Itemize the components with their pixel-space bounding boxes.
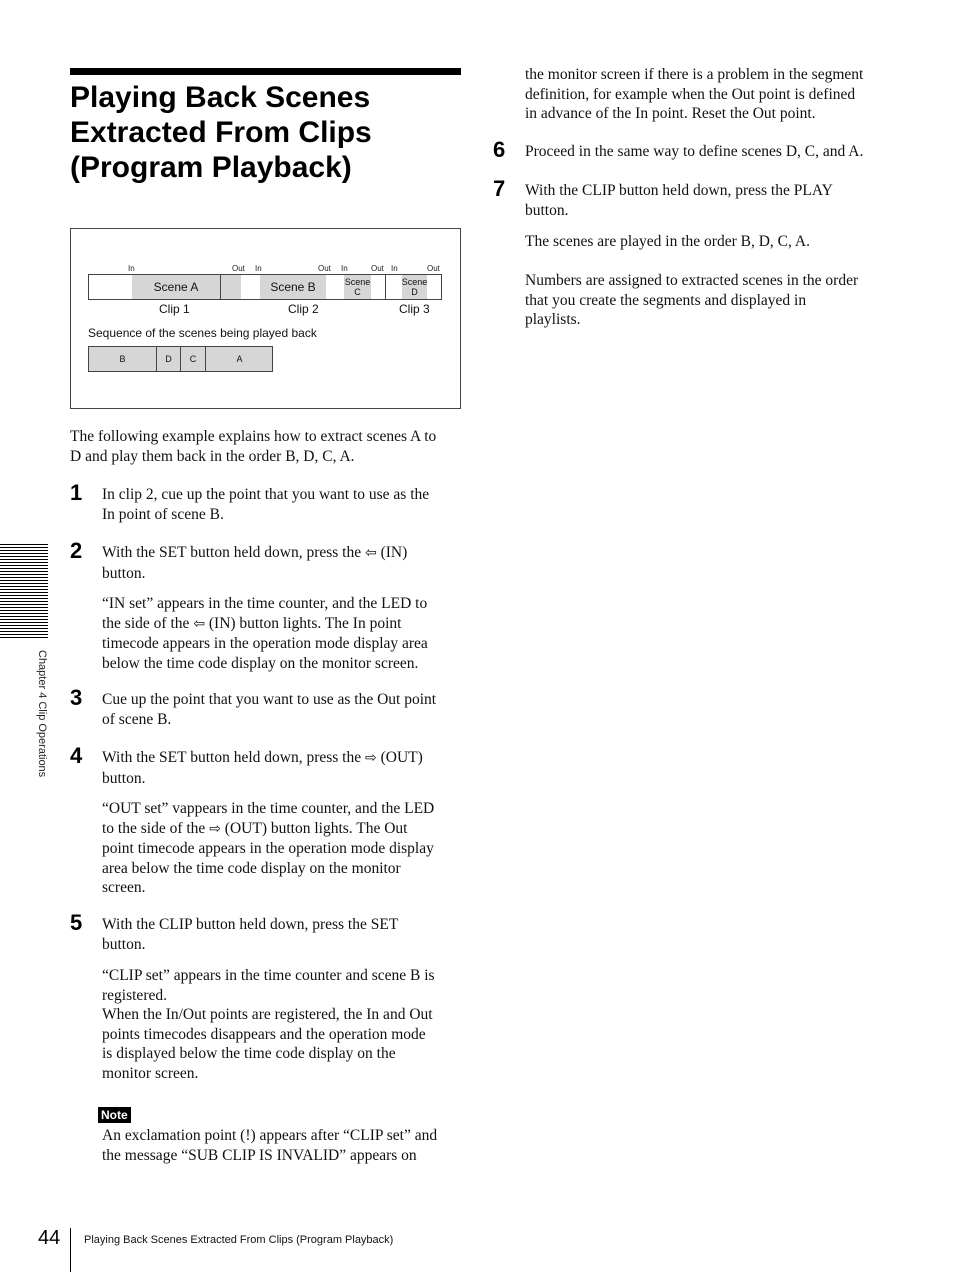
note-line: in advance of the In point. Reset the Out point. xyxy=(525,105,816,122)
detail-line: Numbers are assigned to extracted scenes in the order xyxy=(525,272,859,289)
detail-line: screen. xyxy=(102,879,146,896)
step-7-number: 7 xyxy=(493,176,506,201)
step-line: button. xyxy=(102,564,146,582)
step-7-detail xyxy=(525,232,810,252)
note-line: definition, for example when the Out point is defined xyxy=(525,85,856,103)
page-title xyxy=(70,80,470,185)
step-4-number: 4 xyxy=(70,743,83,768)
clip-2-label: Clip 2 xyxy=(288,302,319,316)
step-3-number: 3 xyxy=(70,685,83,710)
step-line: of scene B. xyxy=(102,710,172,728)
step-line: With the SET button held down, press the xyxy=(102,749,362,766)
detail-line: below the time code display on the monitor screen. xyxy=(102,654,419,672)
left-hollow-arrow-icon: ⇦ xyxy=(365,545,377,561)
scene-c-label-1: Scene xyxy=(344,277,371,287)
step-line: (OUT) xyxy=(380,749,423,766)
detail-line: timecode appears in the operation mode display area xyxy=(102,635,428,652)
page-number: 44 xyxy=(38,1227,61,1249)
step-1-number: 1 xyxy=(70,480,83,505)
detail-line: monitor screen. xyxy=(102,1064,199,1082)
detail-line: The scenes are played in the order B, D, C, A. xyxy=(525,233,810,250)
marker-in-1: In xyxy=(128,264,135,273)
step-5-detail xyxy=(102,966,435,1083)
scene-a-block xyxy=(132,275,220,299)
clip-gap-block xyxy=(221,275,241,299)
title-line-3: (Program Playback) xyxy=(70,151,352,184)
step-2-text xyxy=(102,543,407,583)
note-badge: Note xyxy=(98,1107,131,1123)
detail-line: area below the time code display on the monitor xyxy=(102,859,401,877)
marker-in-2: In xyxy=(255,264,262,273)
step-line: With the CLIP button held down, press the PLAY xyxy=(525,182,833,199)
left-hollow-arrow-icon: ⇦ xyxy=(193,615,205,632)
sequence-cell-label: A xyxy=(236,354,243,364)
intro-line: D and play them back in the order B, D, C, A. xyxy=(70,447,355,465)
scene-b-block xyxy=(260,275,326,299)
title-line-2: Extracted From Clips xyxy=(70,116,372,149)
sequence-cell-b xyxy=(89,347,156,371)
note-text xyxy=(102,1126,437,1165)
detail-line: points timecodes disappears and the operation mode xyxy=(102,1025,426,1043)
scene-d-label-2: D xyxy=(411,287,418,297)
continued-note-text xyxy=(525,65,863,124)
sequence-cell-label: C xyxy=(189,354,197,364)
note-line: the message “SUB CLIP IS INVALID” appears on xyxy=(102,1146,417,1164)
sequence-cell-d xyxy=(157,347,180,371)
sequence-cell-a xyxy=(206,347,273,371)
right-hollow-arrow-icon: ⇨ xyxy=(209,820,221,837)
detail-line: to the side of the xyxy=(102,819,206,837)
step-line: Cue up the point that you want to use as the Out point xyxy=(102,691,437,708)
sequence-cell-label: B xyxy=(119,354,126,364)
scene-a-label: Scene A xyxy=(153,280,199,294)
step-line: In clip 2, cue up the point that you want to use as the xyxy=(102,486,430,503)
footer-divider xyxy=(70,1228,71,1272)
step-line: button. xyxy=(102,769,146,787)
step-line: Proceed in the same way to define scenes D, C, and A. xyxy=(525,143,864,160)
right-hollow-arrow-icon: ⇨ xyxy=(365,750,377,766)
step-4-detail xyxy=(102,799,434,898)
scene-b-label: Scene B xyxy=(270,280,316,294)
detail-line: When the In/Out points are registered, the In and Out xyxy=(102,1006,433,1023)
step-2-number: 2 xyxy=(70,538,83,563)
step-7-extra xyxy=(525,271,858,330)
detail-line: “IN set” appears in the time counter, and the LED to xyxy=(102,595,428,612)
sequence-cell-label: D xyxy=(165,354,172,364)
marker-out-4: Out xyxy=(427,264,440,273)
step-5-text xyxy=(102,915,398,954)
running-footer: Playing Back Scenes Extracted From Clips (Program Playback) xyxy=(84,1234,394,1246)
chapter-tab-label: Chapter 4 Clip Operations xyxy=(36,650,48,778)
detail-line: (IN) button lights. The In point xyxy=(208,614,402,632)
intro-line: The following example explains how to extract scenes A to xyxy=(70,428,437,445)
step-6-text xyxy=(525,142,863,162)
step-5-number: 5 xyxy=(70,910,83,935)
chapter-tab-stripes xyxy=(0,544,48,638)
detail-line: point timecode appears in the operation mode display xyxy=(102,840,434,857)
note-line: An exclamation point (!) appears after “CLIP set” and xyxy=(102,1127,438,1144)
step-line: With the CLIP button held down, press the SET xyxy=(102,916,399,933)
step-2-detail xyxy=(102,594,428,673)
step-line: button. xyxy=(525,201,569,219)
scene-c-block xyxy=(344,275,371,299)
scene-d-label-1: Scene xyxy=(401,277,428,287)
marker-in-3: In xyxy=(341,264,348,273)
marker-out-3: Out xyxy=(371,264,384,273)
detail-line: “CLIP set” appears in the time counter and scene B is xyxy=(102,967,435,984)
clip-divider-2 xyxy=(385,274,386,300)
title-line-1: Playing Back Scenes xyxy=(70,81,371,114)
sequence-cell-c xyxy=(181,347,205,371)
step-line: In point of scene B. xyxy=(102,505,224,523)
scene-diagram xyxy=(70,228,461,409)
note-line: the monitor screen if there is a problem in the segment xyxy=(525,66,864,83)
step-3-text xyxy=(102,690,436,729)
scene-d-block xyxy=(402,275,427,299)
step-7-text xyxy=(525,181,833,220)
marker-out-1: Out xyxy=(232,264,245,273)
detail-line: registered. xyxy=(102,986,167,1004)
step-line: (IN) xyxy=(380,544,408,561)
clip-3-label: Clip 3 xyxy=(399,302,430,316)
title-rule xyxy=(70,68,461,75)
detail-line: that you create the segments and displayed in xyxy=(525,291,807,309)
marker-in-4: In xyxy=(391,264,398,273)
sequence-caption: Sequence of the scenes being played back xyxy=(88,326,317,340)
clip-1-label: Clip 1 xyxy=(159,302,190,316)
step-1-text xyxy=(102,485,429,524)
step-6-number: 6 xyxy=(493,137,506,162)
intro-paragraph xyxy=(70,427,436,466)
detail-line: playlists. xyxy=(525,311,581,328)
detail-line: is displayed below the time code display on the xyxy=(102,1045,396,1062)
detail-line: (OUT) button lights. The Out xyxy=(224,819,408,837)
detail-line: the side of the xyxy=(102,614,190,632)
marker-out-2: Out xyxy=(318,264,331,273)
scene-c-label-2: C xyxy=(354,287,361,297)
step-line: button. xyxy=(102,935,146,953)
step-4-text xyxy=(102,748,423,788)
step-line: With the SET button held down, press the xyxy=(102,544,362,561)
detail-line: “OUT set” vappears in the time counter, and the LED xyxy=(102,800,435,817)
